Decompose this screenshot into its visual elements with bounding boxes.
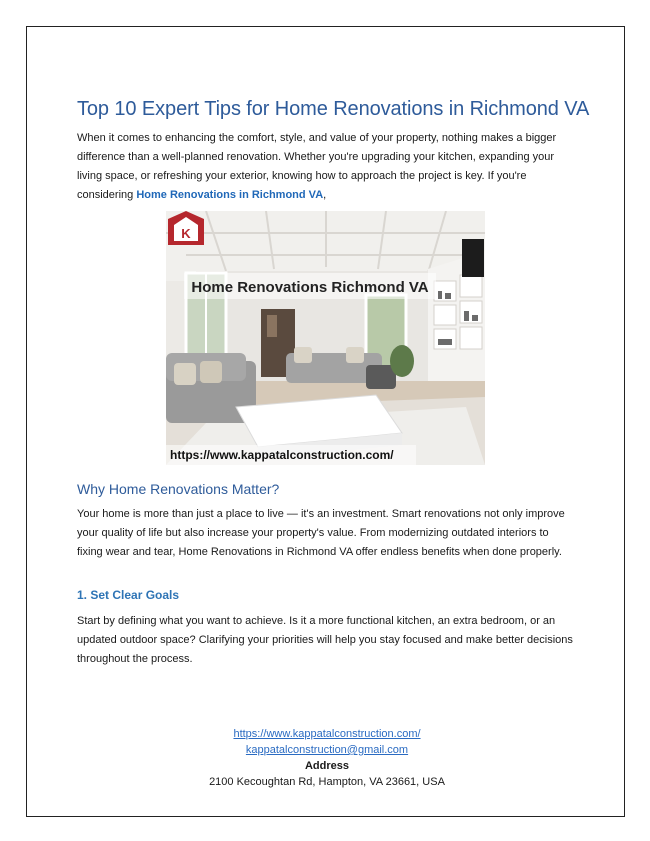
footer-address-label: Address: [304, 760, 350, 772]
footer-address: 2100 Kecoughtan Rd, Hampton, VA 23661, USA: [209, 776, 445, 788]
intro-text: When it comes to enhancing the comfort, style, and value of your property, nothing makes a bigger difference than a well-planned renovation. Whether you're upgrading your kitchen, expanding your living space, or refreshing your exterior, knowing how to approach the project is key. If you're considering: [77, 132, 557, 201]
home-renovations-link[interactable]: Home Renovations in Richmond VA: [136, 189, 324, 201]
hero-image: [166, 211, 485, 465]
footer-website-link[interactable]: https://www.kappatalconstruction.com/: [233, 728, 421, 740]
section-heading-why: Why Home Renovations Matter?: [77, 481, 280, 497]
intro-paragraph: [77, 129, 577, 205]
intro-text-end: ,: [323, 189, 327, 201]
section-body-why: Your home is more than just a place to live — it's an investment. Smart renovations not only improve your quality of life but also increase your property's value. From modernizing outdated interiors to fixing wear and tear, Home Renovations in Richmond VA offer endless benefits when done properly.: [77, 508, 565, 558]
logo-letter: K: [181, 226, 191, 241]
section-body-goals: Start by defining what you want to achieve. Is it a more functional kitchen, an extra bedroom, or an updated outdoor space? Clarifying your priorities will help you stay focused and make better decisions throughout the process.: [77, 615, 573, 665]
footer-email-link[interactable]: kappatalconstruction@gmail.com: [245, 744, 409, 756]
hero-overlay-title: Home Renovations Richmond VA: [191, 279, 429, 296]
section-heading-goals: 1. Set Clear Goals: [77, 588, 180, 602]
footer: [77, 726, 577, 790]
hero-url-caption: https://www.kappatalconstruction.com/: [170, 448, 394, 462]
document-title: Top 10 Expert Tips for Home Renovations in Richmond VA: [77, 98, 590, 120]
